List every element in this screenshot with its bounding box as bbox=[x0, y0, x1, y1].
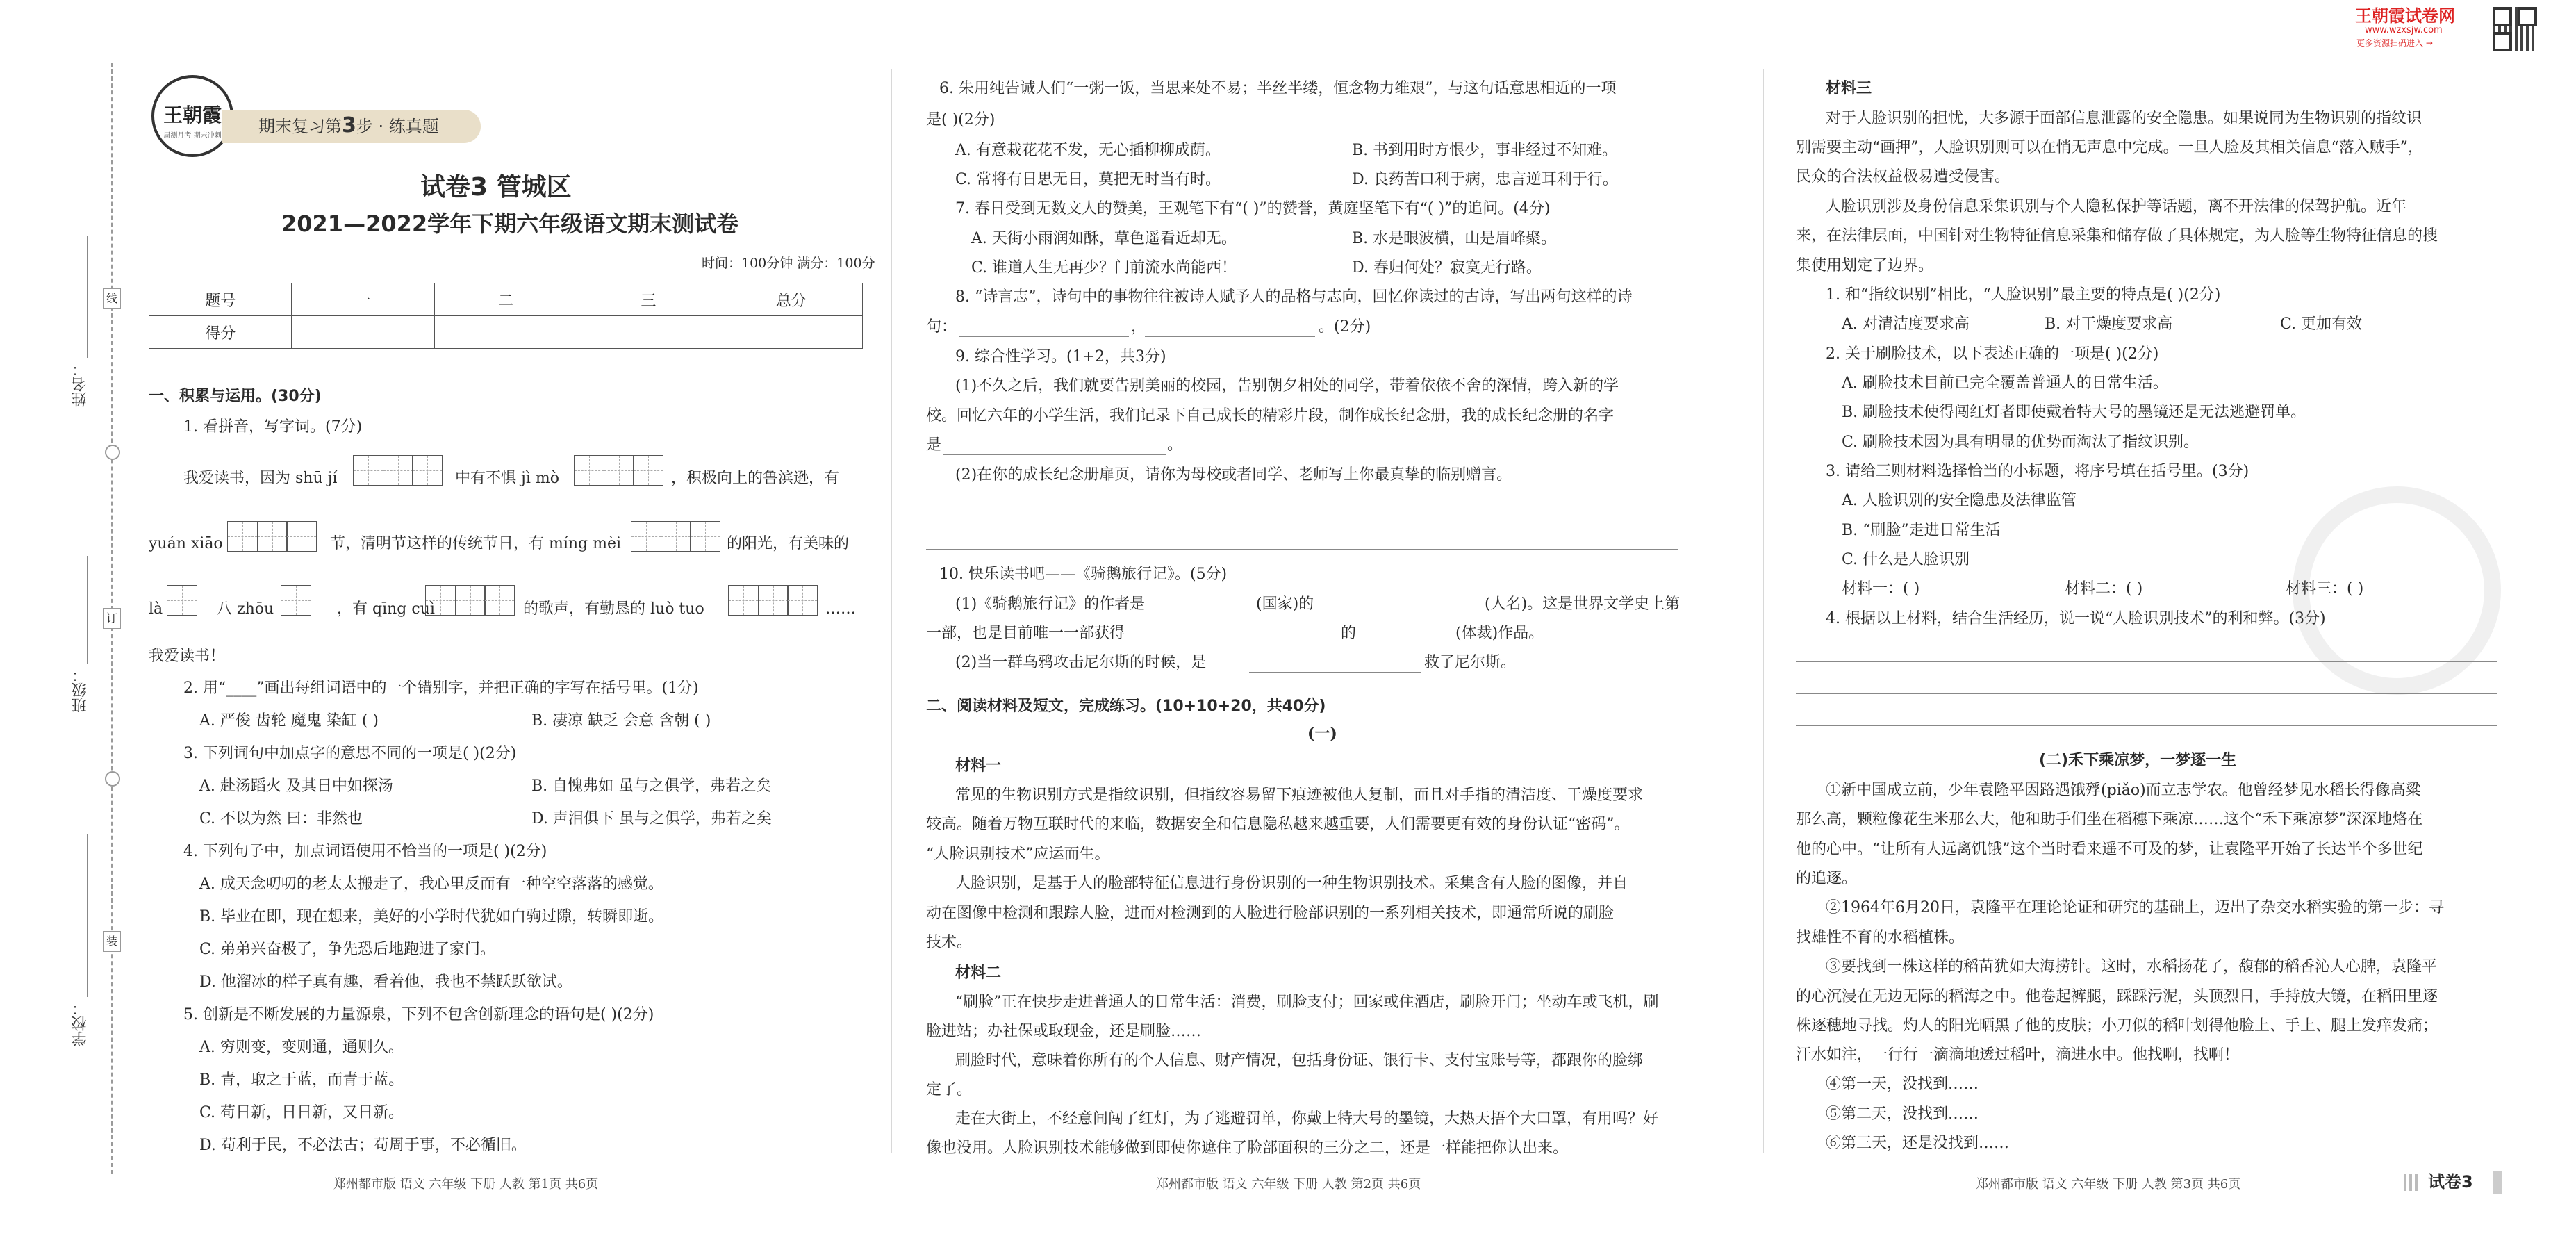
q1-line3-d: 的歌声，有勤恳的 luò tuo bbox=[523, 600, 704, 618]
qr-code[interactable] bbox=[2493, 7, 2537, 51]
r3-material-2[interactable]: 材料二：( ) bbox=[2065, 580, 2143, 598]
r3-prompt: 3. 请给三则材料选择恰当的小标题，将序号填在括号里。(3分) bbox=[1826, 463, 2249, 480]
brand-logo bbox=[151, 75, 233, 157]
score-cell[interactable] bbox=[434, 316, 577, 349]
brand-sub: 周测月考 期末冲刺 bbox=[163, 132, 222, 140]
binding-mark: 订 bbox=[103, 608, 121, 629]
q3-prompt: 3. 下列词句中加点字的意思不同的一项是( )(2分) bbox=[183, 745, 517, 762]
m2-p1: “刷脸”正在快步走进普通人的日常生活：消费，刷脸支付；回家或住酒店，刷脸开门；坐动车或飞机，刷 bbox=[955, 994, 1659, 1011]
q5-option-d[interactable]: D. 苟利于民，不必法古；苟周于事，不必循旧。 bbox=[199, 1137, 527, 1154]
page-footer: 郑州都市版 语文 六年级 下册 人教 第2页 共6页 bbox=[1156, 1177, 1421, 1192]
q6-option-c[interactable]: C. 常将有日思无日，莫把无时当有时。 bbox=[955, 171, 1221, 188]
q4-option-a[interactable]: A. 成天念叨叨的老太太搬走了，我心里反而有一种空空落落的感觉。 bbox=[199, 875, 663, 893]
q10-1-f: (体裁)作品。 bbox=[1455, 625, 1544, 642]
q5-prompt: 5. 创新是不断发展的力量源泉，下列不包含创新理念的语句是( )(2分) bbox=[183, 1006, 654, 1023]
answer-grid[interactable] bbox=[631, 521, 720, 552]
score-header: 总分 bbox=[720, 283, 862, 316]
q6-option-a[interactable]: A. 有意栽花花不发，无心插柳柳成荫。 bbox=[955, 142, 1221, 159]
q7-option-b[interactable]: B. 水是眼波横，山是眉峰聚。 bbox=[1352, 230, 1557, 247]
q1-line3-a: là bbox=[149, 600, 163, 618]
binding-mark: 装 bbox=[103, 931, 121, 952]
q6-option-d[interactable]: D. 良药苦口利于病，忠言逆耳利于行。 bbox=[1352, 171, 1618, 188]
r4-prompt: 4. 根据以上材料，结合生活经历，说一说“人脸识别技术”的利和弊。(3分) bbox=[1826, 610, 2326, 627]
part-1-heading: (一) bbox=[1307, 725, 1337, 743]
binding-mark: 线 bbox=[103, 288, 121, 309]
r2-option-a[interactable]: A. 刷脸技术目前已完全覆盖普通人的日常生活。 bbox=[1842, 374, 2168, 392]
p2-para6: ⑥第三天，还是没找到…… bbox=[1826, 1135, 2010, 1152]
score-header: 一 bbox=[292, 283, 434, 316]
q9-1-end: 。 bbox=[1167, 436, 1183, 454]
r1-option-c[interactable]: C. 更加有效 bbox=[2280, 315, 2363, 333]
r2-option-b[interactable]: B. 刷脸技术使得闯红灯者即使戴着特大号的墨镜还是无法逃避罚单。 bbox=[1842, 404, 2306, 421]
answer-grid[interactable] bbox=[574, 455, 663, 486]
column-divider bbox=[891, 69, 892, 1153]
class-label: 班级： bbox=[72, 667, 89, 713]
score-header: 二 bbox=[434, 283, 577, 316]
p2-para2b: 找雄性不育的水稻植株。 bbox=[1796, 929, 1965, 946]
r3-option-a: A. 人脸识别的安全隐患及法律监管 bbox=[1842, 492, 2077, 509]
q1-line3-b: 八 zhōu bbox=[217, 600, 274, 618]
q4-prompt: 4. 下列句子中，加点词语使用不恰当的一项是( )(2分) bbox=[183, 843, 547, 860]
q10-1-a: (1)《骑鹅旅行记》的作者是 bbox=[955, 595, 1146, 613]
score-header: 题号 bbox=[149, 283, 292, 316]
site-slogan: 更多资源扫码进入 → bbox=[2356, 38, 2433, 48]
q9-prompt: 9. 综合性学习。(1+2，共3分) bbox=[955, 348, 1166, 365]
m1-p2c: 技术。 bbox=[926, 934, 973, 951]
q5-option-b[interactable]: B. 青，取之于蓝，而青于蓝。 bbox=[199, 1071, 404, 1089]
name-label: 姓名： bbox=[72, 361, 89, 407]
answer-grid[interactable] bbox=[227, 521, 317, 552]
q10-1-e: 的 bbox=[1341, 625, 1357, 642]
site-watermark bbox=[2355, 6, 2487, 54]
q9-1-is: 是 bbox=[926, 436, 942, 454]
site-url[interactable]: www.wzxsjw.com bbox=[2365, 25, 2443, 35]
brand-name: 王朝霞 bbox=[163, 104, 222, 126]
p2-para3c: 株逐穗地寻找。灼人的阳光晒黑了他的皮肤；小刀似的稻叶划得他脸上、手上、腿上发痒发痛； bbox=[1796, 1017, 2438, 1035]
q10-1-c: (人名)。这是世界文学史上第 bbox=[1485, 595, 1681, 613]
m2-p2: 刷脸时代，意味着你所有的个人信息、财产情况，包括身份证、银行卡、支付宝账号等，都跟你的脸绑 bbox=[955, 1052, 1644, 1069]
q6-prompt-cont: 是( )(2分) bbox=[926, 111, 996, 129]
exam-subtitle: 2021—2022学年下期六年级语文期末测试卷 bbox=[281, 211, 739, 237]
score-cell[interactable] bbox=[720, 316, 862, 349]
r1-prompt: 1. 和“指纹识别”相比，“人脸识别”最主要的特点是( )(2分) bbox=[1826, 286, 2221, 304]
r4-answer-line[interactable] bbox=[1796, 725, 2497, 726]
answer-grid[interactable] bbox=[728, 585, 818, 616]
material-2-heading: 材料二 bbox=[955, 964, 1002, 982]
q8-prompt-cont: 句： bbox=[926, 318, 957, 336]
p2-para3: ③要找到一株这样的稻苗犹如大海捞针。这时，水稻扬花了，馥郁的稻香沁人心脾，袁隆平 bbox=[1826, 958, 2438, 976]
page-footer: 郑州都市版 语文 六年级 下册 人教 第1页 共6页 bbox=[333, 1177, 599, 1192]
r2-option-c[interactable]: C. 刷脸技术因为具有明显的优势而淘汰了指纹识别。 bbox=[1842, 434, 2199, 451]
q1-line1-c: ，积极向上的鲁滨逊，有 bbox=[671, 470, 840, 487]
column-divider bbox=[1763, 69, 1764, 1153]
q6-prompt: 6. 朱用纯告诫人们“一粥一饭，当思来处不易；半丝半缕，恒念物力维艰”，与这句话意思相近的一项 bbox=[939, 80, 1617, 97]
q9-1-text: (1)不久之后，我们就要告别美丽的校园，告别朝夕相处的同学，带着依依不舍的深情，跨入新的学 bbox=[955, 377, 1619, 395]
m2-p1b: 脸进站；办社保或取现金，还是刷脸…… bbox=[926, 1023, 1202, 1040]
q9-2-answer-line[interactable] bbox=[926, 549, 1678, 550]
exam-tag: 试卷3 bbox=[2428, 1172, 2473, 1192]
material-1-heading: 材料一 bbox=[955, 757, 1002, 775]
q1-line2-b: 节，清明节这样的传统节日，有 míng mèi bbox=[330, 535, 622, 552]
m1-p1: 常见的生物识别方式是指纹识别，但指纹容易留下痕迹被他人复制，而且对手指的清洁度、干燥度要求 bbox=[955, 787, 1644, 804]
site-name: 王朝霞试卷网 bbox=[2355, 6, 2455, 26]
material-3-heading: 材料三 bbox=[1826, 80, 1872, 97]
q10-1-b: (国家)的 bbox=[1256, 595, 1314, 613]
answer-grid[interactable] bbox=[353, 455, 443, 486]
answer-grid[interactable] bbox=[425, 585, 515, 616]
score-header: 三 bbox=[577, 283, 720, 316]
step-suffix: 步 · 练真题 bbox=[356, 117, 439, 136]
q9-1-text-cont: 校。回忆六年的小学生活，我们记录下自己成长的精彩片段，制作成长纪念册，我的成长纪念册的名字 bbox=[926, 407, 1615, 425]
q1-line2-a: yuán xiāo bbox=[149, 535, 223, 552]
class-blank[interactable] bbox=[87, 556, 88, 664]
r4-answer-line[interactable] bbox=[1796, 661, 2497, 662]
answer-grid[interactable] bbox=[281, 585, 311, 616]
p2-para5: ⑤第二天，没找到…… bbox=[1826, 1105, 1979, 1123]
p2-para1: ①新中国成立前，少年袁隆平因路遇饿殍(piǎo)而立志学农。他曾经梦见水稻长得像高粱 bbox=[1826, 782, 2421, 799]
r4-answer-line[interactable] bbox=[1796, 693, 2497, 694]
page-title: 试卷3 管城区 bbox=[420, 173, 572, 201]
r2-prompt: 2. 关于刷脸技术，以下表述正确的一项是( )(2分) bbox=[1826, 345, 2159, 363]
q1-line2-c: 的阳光，有美味的 bbox=[727, 535, 850, 552]
q1-line4: 我爱读书！ bbox=[149, 648, 226, 665]
name-blank[interactable] bbox=[87, 236, 88, 358]
q8-comma: ， bbox=[1131, 318, 1147, 336]
q10-2-b: 救了尼尔斯。 bbox=[1424, 654, 1517, 671]
r3-option-b: B. “刷脸”走进日常生活 bbox=[1842, 522, 2001, 539]
q8-tail: 。(2分) bbox=[1319, 318, 1371, 336]
q1-line1-b: 中有不惧 jì mò bbox=[455, 470, 559, 487]
tag-dots bbox=[2404, 1174, 2420, 1191]
q10-2-a: (2)当一群乌鸦攻击尼尔斯的时候，是 bbox=[955, 654, 1207, 671]
q2-option-a[interactable]: A. 严俊 齿轮 魔鬼 染缸 ( ) bbox=[199, 712, 379, 730]
q10-answer-blank[interactable] bbox=[1249, 672, 1421, 673]
p2-para3d: 汗水如注，一行行一滴滴地透过稻叶，滴进水中。他找啊，找啊！ bbox=[1796, 1046, 2240, 1064]
p2-para4: ④第一天，没找到…… bbox=[1826, 1076, 1979, 1093]
section-2-heading: 二、阅读材料及短文，完成练习。(10+10+20，共40分) bbox=[926, 698, 1326, 715]
m1-p2: 人脸识别，是基于人的脸部特征信息进行身份识别的一种生物识别技术。采集含有人脸的图像，并自 bbox=[955, 875, 1628, 892]
q9-1-answer-blank[interactable] bbox=[943, 454, 1166, 455]
score-cell[interactable] bbox=[577, 316, 720, 349]
m3-p2b: 来，在法律层面，中国针对生物特征信息采集和储存做了具体规定，为人脸等生物特征信息的搜 bbox=[1796, 227, 2438, 245]
step-prefix: 期末复习第 bbox=[258, 117, 342, 136]
section-1-heading: 一、积累与运用。(30分) bbox=[149, 388, 322, 405]
q4-option-c[interactable]: C. 弟弟兴奋极了，争先恐后地跑进了家门。 bbox=[199, 941, 496, 958]
score-row-label: 得分 bbox=[149, 316, 292, 349]
p2-para3b: 的心沉浸在无边无际的稻海之中。他卷起裤腿，踩踩污泥，头顶烈日，手持放大镜，在稻田里逐 bbox=[1796, 988, 2438, 1005]
m1-p2b: 动在图像中检测和跟踪人脸，进而对检测到的人脸进行脸部识别的一系列相关技术，即通常所说的刷脸 bbox=[926, 905, 1615, 922]
q8-answer-blank[interactable] bbox=[959, 336, 1129, 337]
q3-option-d[interactable]: D. 声泪俱下 虽与之俱学，弗若之矣 bbox=[531, 810, 772, 828]
q1-line3-c: ，有 qīng cuì bbox=[337, 600, 435, 618]
r3-material-1[interactable]: 材料一：( ) bbox=[1842, 580, 1920, 598]
school-blank[interactable] bbox=[87, 834, 88, 997]
m1-p1c: “人脸识别技术”应运而生。 bbox=[926, 846, 1110, 863]
m3-p1: 对于人脸识别的担忧，大多源于面部信息泄露的安全隐患。如果说同为生物识别的指纹识 bbox=[1826, 110, 2422, 127]
step-num: 3 bbox=[342, 113, 356, 138]
m2-p3: 走在大街上，不经意间闯了红灯，为了逃避罚单，你戴上特大号的墨镜，大热天捂个大口罩，有用吗？好 bbox=[955, 1110, 1659, 1128]
q10-1-d: 一部，也是目前唯一一部获得 bbox=[926, 625, 1125, 642]
q1-prompt: 1. 看拼音，写字词。(7分) bbox=[183, 418, 363, 436]
q5-option-a[interactable]: A. 穷则变，变则通，通则久。 bbox=[199, 1039, 404, 1056]
m1-p1b: 较高。随着万物互联时代的来临，数据安全和信息隐私越来越重要，人们需要更有效的身份认证“密码”。 bbox=[926, 816, 1630, 833]
q6-option-b[interactable]: B. 书到用时方恨少，事非经过不知难。 bbox=[1352, 142, 1618, 159]
q1-line1-a: 我爱读书，因为 shū jí bbox=[183, 470, 338, 487]
exam-time-info: 时间：100分钟 满分：100分 bbox=[702, 256, 875, 271]
q3-option-c[interactable]: C. 不以为然 曰：非然也 bbox=[199, 810, 363, 828]
q9-2-text: (2)在你的成长纪念册扉页，请你为母校或者同学、老师写上你最真挚的临别赠言。 bbox=[955, 466, 1512, 484]
page-footer: 郑州都市版 语文 六年级 下册 人教 第3页 共6页 bbox=[1976, 1177, 2241, 1192]
q2-option-b[interactable]: B. 凄凉 缺乏 会意 含朝 ( ) bbox=[531, 712, 711, 730]
p2-para1c: 他的心中。“让所有人远离饥饿”这个当时看来遥不可及的梦，让袁隆平开始了长达半个多世纪 bbox=[1796, 841, 2423, 858]
q4-option-b[interactable]: B. 毕业在即，现在想来，美好的小学时代犹如白驹过隙，转瞬即逝。 bbox=[199, 908, 664, 925]
part-2-heading: (二)禾下乘凉梦，一梦逐一生 bbox=[2039, 752, 2237, 769]
m2-p3b: 像也没用。人脸识别技术能够做到即使你遮住了脸部面积的三分之二，还是一样能把你认出来。 bbox=[926, 1139, 1569, 1157]
q10-prompt: 10. 快乐读书吧——《骑鹅旅行记》。(5分) bbox=[939, 566, 1228, 583]
p2-para1d: 的追逐。 bbox=[1796, 870, 1858, 887]
r1-option-a[interactable]: A. 对清洁度要求高 bbox=[1842, 315, 1970, 333]
m3-p2: 人脸识别涉及身份信息采集识别与个人隐私保护等话题，离不开法律的保驾护航。近年 bbox=[1826, 198, 2407, 215]
r3-material-3[interactable]: 材料三：( ) bbox=[2286, 580, 2364, 598]
q3-option-a[interactable]: A. 赴汤蹈火 及其日中如探汤 bbox=[199, 777, 393, 795]
q7-option-c[interactable]: C. 谁道人生无再少？门前流水尚能西！ bbox=[971, 259, 1237, 277]
m3-p1b: 别需要主动“画押”，人脸识别则可以在悄无声息中完成。一旦人脸及其相关信息“落入贼手”， bbox=[1796, 139, 2423, 156]
m3-p2c: 集使用划定了边界。 bbox=[1796, 257, 1934, 274]
q8-prompt: 8. “诗言志”，诗句中的事物往往被诗人赋予人的品格与志向，回忆你读过的古诗，写出两句这样的诗 bbox=[955, 288, 1633, 306]
score-cell[interactable] bbox=[292, 316, 434, 349]
r3-option-c: C. 什么是人脸识别 bbox=[1842, 551, 1970, 568]
p2-para1b: 那么高，颗粒像花生米那么大，他和助手们坐在稻穗下乘凉……这个“禾下乘凉梦”深深地烙在 bbox=[1796, 811, 2423, 828]
m2-p2b: 定了。 bbox=[926, 1081, 973, 1098]
q3-option-b[interactable]: B. 自愧弗如 虽与之俱学，弗若之矣 bbox=[531, 777, 772, 795]
q7-option-a[interactable]: A. 天街小雨润如酥，草色遥看近却无。 bbox=[971, 230, 1237, 247]
q7-prompt: 7. 春日受到无数文人的赞美，王观笔下有“( )”的赞誉，黄庭坚笔下有“( )”的追问。(4分) bbox=[955, 200, 1551, 217]
m3-p1c: 民众的合法权益极易遭受侵害。 bbox=[1796, 168, 2011, 186]
q7-option-d[interactable]: D. 春归何处？寂寞无行路。 bbox=[1352, 259, 1542, 277]
score-table bbox=[149, 283, 863, 349]
step-banner-text bbox=[258, 115, 439, 137]
q1-line3-e: …… bbox=[825, 600, 856, 618]
p2-para2: ②1964年6月20日，袁隆平在理论论证和研究的基础上，迈出了杂交水稻实验的第一步：寻 bbox=[1826, 899, 2444, 916]
tag-bar bbox=[2493, 1171, 2502, 1194]
q4-option-d[interactable]: D. 他溜冰的样子真有趣，看着他，我也不禁跃跃欲试。 bbox=[199, 973, 572, 991]
r1-option-b[interactable]: B. 对干燥度要求高 bbox=[2045, 315, 2173, 333]
answer-grid[interactable] bbox=[167, 585, 197, 616]
q2-prompt: 2. 用“____”画出每组词语中的一个错别字，并把正确的字写在括号里。(1分) bbox=[183, 680, 699, 697]
q8-answer-blank[interactable] bbox=[1145, 336, 1315, 337]
q5-option-c[interactable]: C. 苟日新，日日新，又日新。 bbox=[199, 1104, 404, 1121]
school-label: 学校： bbox=[72, 1001, 89, 1046]
binding-hole bbox=[105, 445, 120, 460]
binding-hole bbox=[105, 771, 120, 787]
